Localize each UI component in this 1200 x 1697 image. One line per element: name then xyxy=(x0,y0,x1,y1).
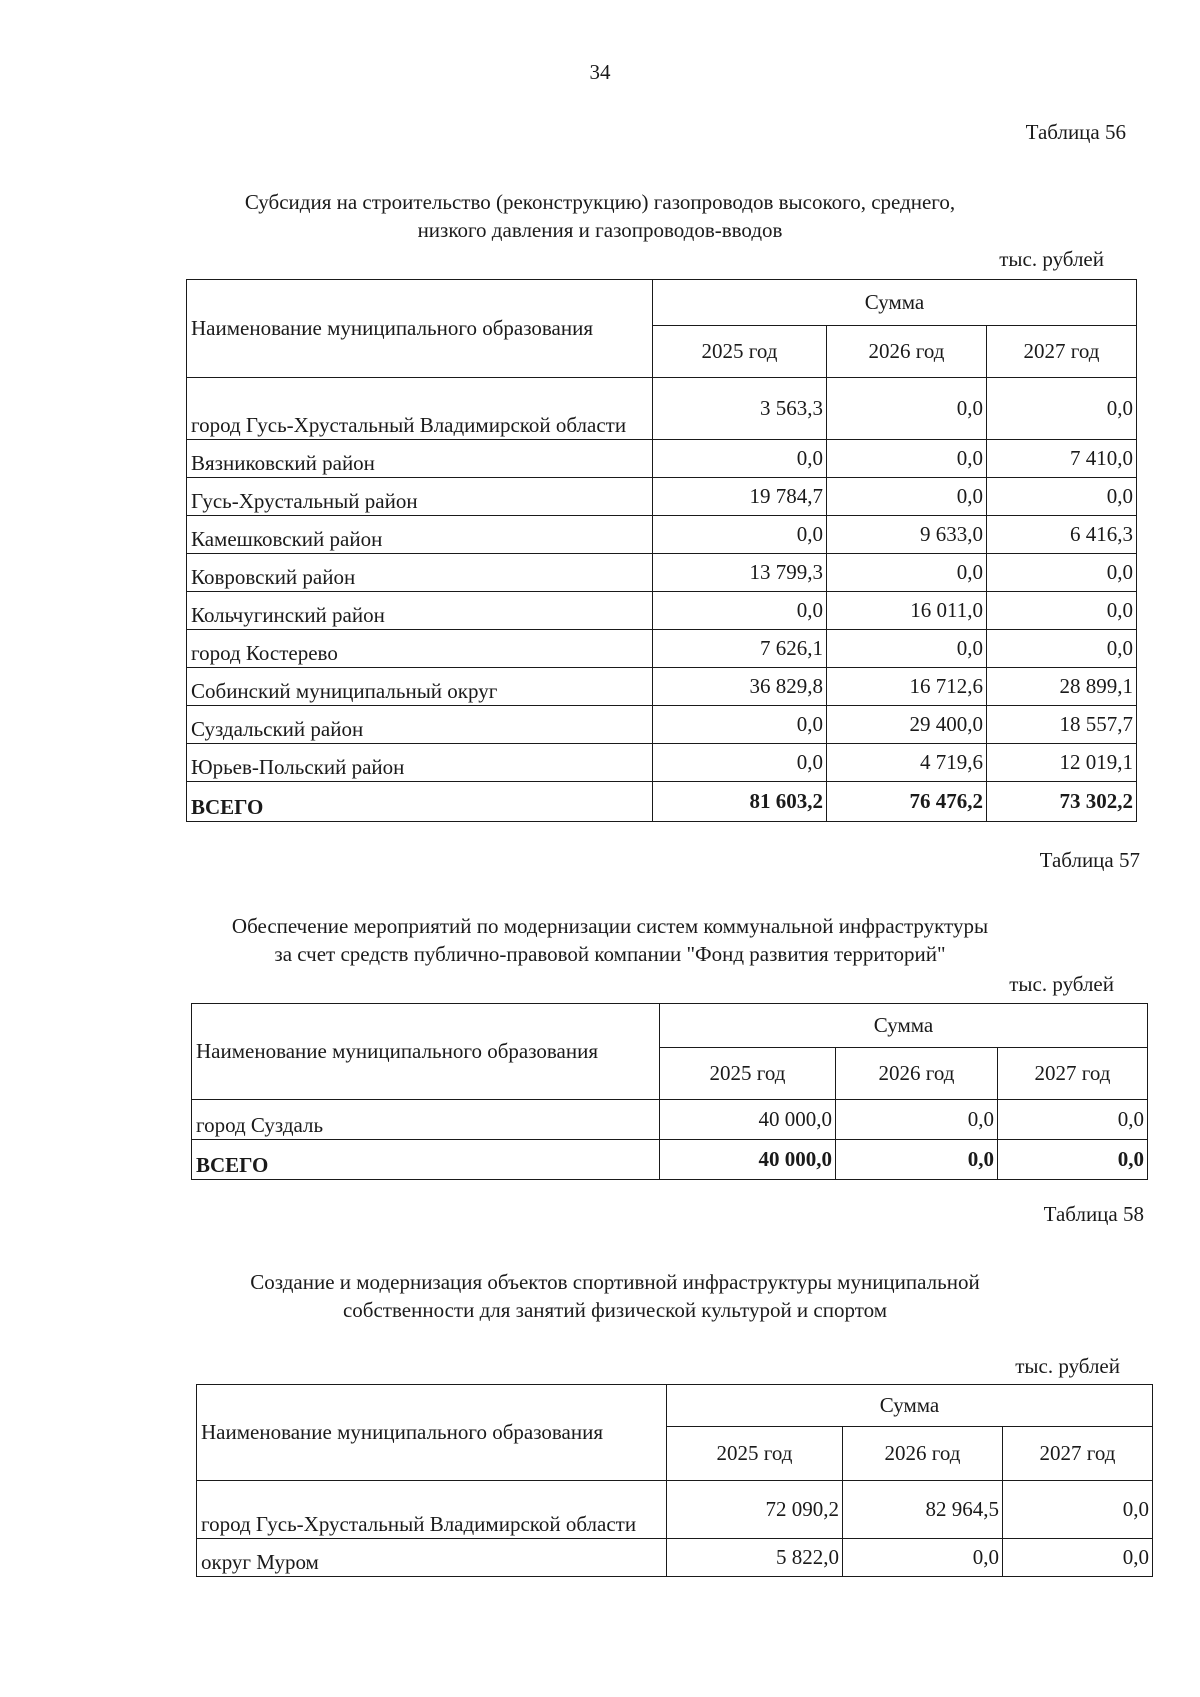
table-total-row xyxy=(192,1140,1148,1180)
row-name: город Гусь-Хрустальный Владимирской области xyxy=(197,1481,667,1539)
cell-2027: 0,0 xyxy=(1003,1539,1153,1577)
table-58-header-year: 2025 год xyxy=(667,1427,843,1481)
cell-2027: 6 416,3 xyxy=(987,516,1137,554)
table-57-unit: тыс. рублей xyxy=(1009,972,1114,996)
total-2026: 0,0 xyxy=(836,1140,998,1180)
cell-2026: 4 719,6 xyxy=(827,744,987,782)
table-56-unit: тыс. рублей xyxy=(999,247,1104,271)
table-row xyxy=(187,744,1137,782)
table-57-header-year: 2026 год xyxy=(836,1048,998,1100)
table-row xyxy=(187,554,1137,592)
cell-2026: 29 400,0 xyxy=(827,706,987,744)
total-2025: 81 603,2 xyxy=(653,782,827,822)
cell-2027: 0,0 xyxy=(987,478,1137,516)
cell-2026: 9 633,0 xyxy=(827,516,987,554)
row-name: округ Муром xyxy=(197,1539,667,1577)
cell-2026: 0,0 xyxy=(843,1539,1003,1577)
cell-2025: 0,0 xyxy=(653,592,827,630)
table-row xyxy=(187,478,1137,516)
table-row xyxy=(187,378,1137,440)
cell-2027: 0,0 xyxy=(987,554,1137,592)
table-row xyxy=(197,1539,1153,1577)
table-56-header-year: 2026 год xyxy=(827,326,987,378)
cell-2026: 82 964,5 xyxy=(843,1481,1003,1539)
cell-2026: 0,0 xyxy=(827,378,987,440)
table-57-title xyxy=(150,912,1070,968)
table-56-label: Таблица 56 xyxy=(1025,120,1126,144)
row-name: Кольчугинский район xyxy=(187,592,653,630)
table-56-header-sum: Сумма xyxy=(653,280,1137,326)
cell-2025: 40 000,0 xyxy=(660,1100,836,1140)
table-58-header-name: Наименование муниципального образования xyxy=(197,1385,667,1481)
cell-2025: 7 626,1 xyxy=(653,630,827,668)
total-label: ВСЕГО xyxy=(192,1140,660,1180)
table-row xyxy=(187,516,1137,554)
cell-2027: 28 899,1 xyxy=(987,668,1137,706)
cell-2026: 0,0 xyxy=(836,1100,998,1140)
cell-2026: 0,0 xyxy=(827,630,987,668)
cell-2027: 7 410,0 xyxy=(987,440,1137,478)
cell-2025: 0,0 xyxy=(653,706,827,744)
table-56-header-year: 2025 год xyxy=(653,326,827,378)
total-2027: 73 302,2 xyxy=(987,782,1137,822)
cell-2026: 0,0 xyxy=(827,478,987,516)
cell-2027: 0,0 xyxy=(987,378,1137,440)
row-name: Юрьев-Польский район xyxy=(187,744,653,782)
table-row xyxy=(192,1100,1148,1140)
table-58-title-line1: Создание и модернизация объектов спортивной инфраструктуры муниципальной xyxy=(250,1270,980,1294)
table-57-header-year: 2025 год xyxy=(660,1048,836,1100)
table-58-label: Таблица 58 xyxy=(1043,1202,1144,1226)
table-row xyxy=(197,1481,1153,1539)
row-name: город Суздаль xyxy=(192,1100,660,1140)
cell-2025: 0,0 xyxy=(653,516,827,554)
table-57-label: Таблица 57 xyxy=(1039,848,1140,872)
table-56-title xyxy=(150,188,1050,244)
table-56-title-line2: низкого давления и газопроводов-вводов xyxy=(417,218,783,242)
page-number: 34 xyxy=(589,60,611,84)
table-57-header-sum: Сумма xyxy=(660,1004,1148,1048)
cell-2025: 13 799,3 xyxy=(653,554,827,592)
table-57-header-year: 2027 год xyxy=(998,1048,1148,1100)
cell-2026: 0,0 xyxy=(827,554,987,592)
cell-2025: 19 784,7 xyxy=(653,478,827,516)
table-58 xyxy=(196,1384,1153,1577)
total-2025: 40 000,0 xyxy=(660,1140,836,1180)
cell-2025: 72 090,2 xyxy=(667,1481,843,1539)
table-57 xyxy=(191,1003,1148,1180)
table-56-header-year: 2027 год xyxy=(987,326,1137,378)
table-58-title xyxy=(150,1268,1080,1324)
table-56 xyxy=(186,279,1137,822)
cell-2027: 18 557,7 xyxy=(987,706,1137,744)
row-name: Гусь-Хрустальный район xyxy=(187,478,653,516)
table-row xyxy=(187,592,1137,630)
row-name: город Гусь-Хрустальный Владимирской области xyxy=(187,378,653,440)
row-name: город Костерево xyxy=(187,630,653,668)
cell-2027: 12 019,1 xyxy=(987,744,1137,782)
table-58-unit: тыс. рублей xyxy=(1015,1354,1120,1378)
cell-2026: 16 712,6 xyxy=(827,668,987,706)
table-57-title-line1: Обеспечение мероприятий по модернизации систем коммунальной инфраструктуры xyxy=(231,914,989,938)
cell-2025: 36 829,8 xyxy=(653,668,827,706)
cell-2025: 3 563,3 xyxy=(653,378,827,440)
table-row xyxy=(187,668,1137,706)
cell-2025: 0,0 xyxy=(653,440,827,478)
table-57-title-line2: за счет средств публично-правовой компании "Фонд развития территорий" xyxy=(274,942,946,966)
table-58-title-line2: собственности для занятий физической культурой и спортом xyxy=(342,1298,887,1322)
row-name: Собинский муниципальный округ xyxy=(187,668,653,706)
table-row xyxy=(187,706,1137,744)
row-name: Ковровский район xyxy=(187,554,653,592)
table-total-row xyxy=(187,782,1137,822)
row-name: Камешковский район xyxy=(187,516,653,554)
table-56-title-line1: Субсидия на строительство (реконструкцию) газопроводов высокого, среднего, xyxy=(244,190,956,214)
total-label: ВСЕГО xyxy=(187,782,653,822)
table-57-header-name: Наименование муниципального образования xyxy=(192,1004,660,1100)
table-58-header-sum: Сумма xyxy=(667,1385,1153,1427)
cell-2026: 16 011,0 xyxy=(827,592,987,630)
total-2027: 0,0 xyxy=(998,1140,1148,1180)
cell-2025: 5 822,0 xyxy=(667,1539,843,1577)
cell-2027: 0,0 xyxy=(998,1100,1148,1140)
row-name: Вязниковский район xyxy=(187,440,653,478)
row-name: Суздальский район xyxy=(187,706,653,744)
cell-2027: 0,0 xyxy=(987,592,1137,630)
cell-2025: 0,0 xyxy=(653,744,827,782)
table-row xyxy=(187,440,1137,478)
table-58-header-year: 2027 год xyxy=(1003,1427,1153,1481)
table-58-header-year: 2026 год xyxy=(843,1427,1003,1481)
cell-2026: 0,0 xyxy=(827,440,987,478)
table-56-header-name: Наименование муниципального образования xyxy=(187,280,653,378)
total-2026: 76 476,2 xyxy=(827,782,987,822)
cell-2027: 0,0 xyxy=(1003,1481,1153,1539)
table-row xyxy=(187,630,1137,668)
cell-2027: 0,0 xyxy=(987,630,1137,668)
